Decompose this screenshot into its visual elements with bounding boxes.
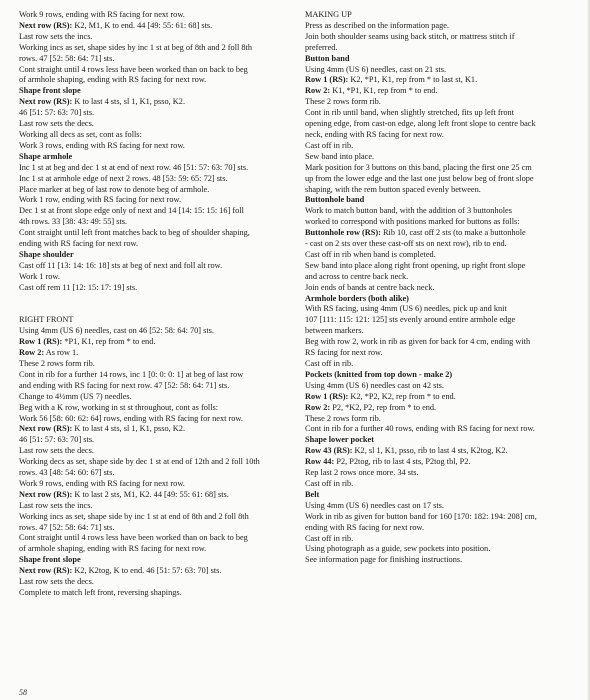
spacer bbox=[19, 294, 301, 305]
text-line bbox=[19, 392, 301, 403]
row-text: and ending with RS facing for next row. 47 [52: 58: 64: 71] sts. bbox=[19, 380, 230, 390]
text-line bbox=[305, 283, 585, 294]
text-line bbox=[305, 272, 585, 283]
text-line bbox=[19, 228, 301, 239]
row-text: P2, *K2, P2, rep from * to end. bbox=[330, 402, 437, 412]
text-line bbox=[19, 206, 301, 217]
row-text: rows. 47 [52: 58: 64: 71] sts. bbox=[19, 522, 115, 532]
row-text: RS facing for next row. bbox=[305, 348, 383, 358]
row-text: Sew band into place. bbox=[305, 151, 375, 161]
row-text: Working decs as set, shape side by dec 1 st at end of 12th and 2 foll 10th bbox=[19, 457, 260, 467]
row-text: MAKING UP bbox=[305, 10, 352, 19]
text-line bbox=[19, 337, 301, 348]
row-text: Rib 10, cast off 2 sts (to make a buttonhole bbox=[380, 228, 526, 238]
text-line bbox=[305, 228, 585, 239]
row-text: Work 9 rows, ending with RS facing for next row. bbox=[19, 10, 185, 19]
row-text: rows. 43 [48: 54: 60: 67] sts. bbox=[19, 468, 115, 478]
text-line bbox=[305, 97, 585, 108]
text-line bbox=[19, 54, 301, 65]
text-line bbox=[19, 381, 301, 392]
text-line bbox=[19, 65, 301, 76]
text-line bbox=[19, 359, 301, 370]
row-text: Work 9 rows, ending with RS facing for next row. bbox=[19, 478, 185, 488]
text-line bbox=[19, 119, 301, 130]
row-text: Working incs as set, shape sides by inc 1 st at beg of 8th and 2 foll 8th bbox=[19, 42, 252, 52]
row-text: K2, *P1, K1, rep from * to last st, K1. bbox=[348, 75, 478, 85]
row-text: Using 4mm (US 6) needles, cast on 46 [52: 58: 64: 70] sts. bbox=[19, 326, 214, 336]
row-text: Cast off in rib when band is completed. bbox=[305, 249, 436, 259]
text-line bbox=[305, 326, 585, 337]
row-label: Row 44: bbox=[305, 457, 335, 467]
text-line bbox=[305, 21, 585, 32]
text-line bbox=[19, 185, 301, 196]
row-label: Row 1 (RS): bbox=[305, 391, 349, 401]
text-line bbox=[19, 283, 301, 294]
text-line bbox=[19, 272, 301, 283]
text-line bbox=[19, 130, 301, 141]
text-line bbox=[19, 566, 301, 577]
text-line bbox=[305, 479, 585, 490]
text-line bbox=[305, 424, 585, 435]
row-text: up from the lower edge and the last one just below beg of front slope bbox=[305, 173, 534, 183]
row-text: Cast off in rib. bbox=[305, 478, 354, 488]
text-line bbox=[19, 75, 301, 86]
spacer bbox=[19, 304, 301, 315]
text-line bbox=[305, 239, 585, 250]
text-line bbox=[305, 75, 585, 86]
text-line bbox=[305, 185, 585, 196]
row-text: With RS facing, using 4mm (US 6) needles, pick up and knit bbox=[305, 304, 507, 314]
row-text: Work 1 row. bbox=[19, 271, 60, 281]
row-text: Last row sets the decs. bbox=[19, 446, 94, 456]
row-text: Join both shoulder seams using back stitch, or mattress stitch if bbox=[305, 31, 515, 41]
text-line bbox=[305, 217, 585, 228]
text-line bbox=[305, 446, 585, 457]
text-line bbox=[305, 141, 585, 152]
text-line bbox=[19, 315, 301, 326]
row-text: Cont straight until 4 rows less have been worked than on back to beg bbox=[19, 64, 248, 74]
text-line bbox=[305, 315, 585, 326]
row-text: Cont in rib for a further 14 rows, inc 1 [0: 0: 0: 1] at beg of last row bbox=[19, 369, 244, 379]
text-line bbox=[19, 32, 301, 43]
row-text: preferred. bbox=[305, 42, 338, 52]
row-text: Beg with a K row, working in st st throughout, cont as folls: bbox=[19, 402, 219, 412]
text-line bbox=[19, 21, 301, 32]
text-line bbox=[305, 512, 585, 523]
text-line bbox=[305, 392, 585, 403]
row-text: Complete to match left front, reversing shapings. bbox=[19, 588, 182, 597]
row-text: K2, M1, K to end. 44 [49: 55: 61: 68] sts. bbox=[72, 20, 213, 30]
row-text: Working all decs as set, cont as folls: bbox=[19, 129, 142, 139]
text-line bbox=[305, 130, 585, 141]
text-line bbox=[19, 239, 301, 250]
text-line bbox=[305, 43, 585, 54]
row-text: As row 1. bbox=[44, 348, 79, 358]
section-heading: Belt bbox=[305, 489, 320, 499]
row-text: Cont in rib until band, when slightly stretched, fits up left front bbox=[305, 108, 515, 118]
row-text: Inc 1 st at armhole edge of next 2 rows. 48 [53: 59: 65: 72] sts. bbox=[19, 173, 228, 183]
section-heading: Shape armhole bbox=[19, 151, 73, 161]
text-line bbox=[19, 577, 301, 588]
text-line bbox=[19, 435, 301, 446]
text-line bbox=[305, 174, 585, 185]
row-text: K2, K2tog, K to end. 46 [51: 57: 63: 70] sts. bbox=[72, 566, 222, 576]
text-line bbox=[19, 446, 301, 457]
row-text: of armhole shaping, ending with RS facing for next row. bbox=[19, 544, 207, 554]
left-column bbox=[19, 10, 301, 599]
text-line bbox=[305, 10, 585, 21]
text-line bbox=[19, 523, 301, 534]
row-text: Work to match button band, with the addition of 3 buttonholes bbox=[305, 206, 512, 216]
text-line bbox=[19, 43, 301, 54]
text-line bbox=[305, 523, 585, 534]
row-text: Work in rib as given for button band for 160 [170: 182: 194: 208] cm, bbox=[305, 511, 537, 521]
row-text: These 2 rows form rib. bbox=[305, 413, 381, 423]
row-text: 46 [51: 57: 63: 70] sts. bbox=[19, 435, 95, 445]
row-text: Cast off 11 [13: 14: 16: 18] sts at beg of next and foll alt row. bbox=[19, 260, 223, 270]
row-text: Using 4mm (US 6) needles cast on 17 sts. bbox=[305, 500, 444, 510]
text-line bbox=[305, 250, 585, 261]
row-text: Cont straight until 4 rows less have been worked than on back to beg bbox=[19, 533, 248, 543]
row-text: Inc 1 st at beg and dec 1 st at end of next row. 46 [51: 57: 63: 70] sts. bbox=[19, 162, 249, 172]
row-text: Beg with row 2, work in rib as given for back for 4 cm, ending with bbox=[305, 337, 531, 347]
row-text: Using photograph as a guide, sew pockets into position. bbox=[305, 544, 491, 554]
section-heading: Buttonhole band bbox=[305, 195, 365, 205]
row-text: 107 [111: 115: 121: 125] sts evenly around entire armhole edge bbox=[305, 315, 516, 325]
text-line bbox=[305, 381, 585, 392]
page-number: 58 bbox=[19, 688, 27, 697]
section-heading: Shape front slope bbox=[19, 86, 81, 96]
row-text: Cast off in rib. bbox=[305, 140, 354, 150]
row-text: These 2 rows form rib. bbox=[19, 358, 95, 368]
text-line bbox=[19, 544, 301, 555]
row-text: Dec 1 st at front slope edge only of next and 14 [14: 15: 15: 16] foll bbox=[19, 206, 244, 216]
row-text: Mark position for 3 buttons on this band, placing the first one 25 cm bbox=[305, 162, 532, 172]
text-line bbox=[19, 490, 301, 501]
row-text: See information page for finishing instructions. bbox=[305, 555, 463, 565]
text-line bbox=[19, 326, 301, 337]
row-text: Last row sets the decs. bbox=[19, 577, 94, 587]
text-line bbox=[305, 501, 585, 512]
row-text: K to last 2 sts, M1, K2. 44 [49: 55: 61: 68] sts. bbox=[72, 489, 229, 499]
text-line bbox=[19, 403, 301, 414]
row-label: Next row (RS): bbox=[19, 489, 73, 499]
text-line bbox=[305, 261, 585, 272]
row-text: Cont in rib for a further 40 rows, ending with RS facing for next row. bbox=[305, 424, 535, 434]
section-heading: Pockets (knitted from top down - make 2) bbox=[305, 369, 453, 379]
row-text: between markers. bbox=[305, 326, 364, 336]
row-text: Working incs as set, shape side by inc 1 st at end of 8th and 2 foll 8th bbox=[19, 511, 249, 521]
row-label: Next row (RS): bbox=[19, 97, 73, 107]
text-line bbox=[19, 195, 301, 206]
text-line bbox=[305, 86, 585, 97]
row-text: rows. 47 [52: 58: 64: 71] sts. bbox=[19, 53, 115, 63]
right-column bbox=[305, 10, 585, 566]
text-line bbox=[19, 10, 301, 21]
row-label: Row 2: bbox=[19, 348, 45, 358]
text-line bbox=[305, 414, 585, 425]
row-text: of armhole shaping, ending with RS facing for next row. bbox=[19, 75, 207, 85]
text-line bbox=[305, 32, 585, 43]
row-text: *P1, K1, rep from * to end. bbox=[62, 337, 156, 347]
text-line bbox=[305, 534, 585, 545]
text-line bbox=[305, 65, 585, 76]
row-text: - cast on 2 sts over these cast-off sts on next row), rib to end. bbox=[305, 239, 507, 249]
row-text: ending with RS facing for next row. bbox=[305, 522, 425, 532]
section-heading: Shape shoulder bbox=[19, 249, 74, 259]
text-line bbox=[305, 555, 585, 566]
row-text: K1, *P1, K1, rep from * to end. bbox=[330, 86, 438, 96]
text-line bbox=[305, 348, 585, 359]
text-line bbox=[19, 141, 301, 152]
row-text: K to last 4 sts, sl 1, K1, psso, K2. bbox=[72, 424, 186, 434]
text-line bbox=[19, 414, 301, 425]
row-label: Row 2: bbox=[305, 402, 331, 412]
text-line bbox=[19, 512, 301, 523]
text-line bbox=[19, 588, 301, 599]
row-text: worked to correspond with positions marked for buttons as folls: bbox=[305, 217, 520, 227]
row-text: 4th rows. 33 [38: 43: 49: 55] sts. bbox=[19, 217, 128, 227]
text-line bbox=[19, 424, 301, 435]
row-label: Row 1 (RS): bbox=[19, 337, 63, 347]
row-text: RIGHT FRONT bbox=[19, 315, 74, 325]
text-line bbox=[19, 261, 301, 272]
row-text: Cast off in rib. bbox=[305, 359, 354, 368]
row-text: Place marker at beg of last row to denote beg of armhole. bbox=[19, 184, 210, 194]
text-line bbox=[305, 544, 585, 555]
text-line bbox=[305, 403, 585, 414]
row-text: Using 4mm (US 6) needles, cast on 21 sts. bbox=[305, 64, 447, 74]
row-text: Work 3 rows, ending with RS facing for next row. bbox=[19, 140, 185, 150]
row-text: Join ends of bands at centre back neck. bbox=[305, 282, 435, 292]
text-line bbox=[305, 337, 585, 348]
row-text: Last row sets the incs. bbox=[19, 31, 93, 41]
text-line bbox=[305, 468, 585, 479]
text-line bbox=[305, 119, 585, 130]
text-line bbox=[19, 457, 301, 468]
section-heading: Armhole borders (both alike) bbox=[305, 293, 409, 303]
row-label: Row 2: bbox=[305, 86, 331, 96]
row-text: Work 1 row, ending with RS facing for next row. bbox=[19, 195, 182, 205]
text-line bbox=[19, 533, 301, 544]
text-line bbox=[19, 468, 301, 479]
row-label: Next row (RS): bbox=[19, 424, 73, 434]
row-text: neck, ending with RS facing for next row. bbox=[305, 129, 444, 139]
row-text: Rep last 2 rows once more. 34 sts. bbox=[305, 468, 419, 478]
row-text: Work 56 [58: 60: 62: 64] rows, ending with RS facing for next row. bbox=[19, 413, 243, 423]
row-text: Cast off in rib. bbox=[305, 533, 354, 543]
row-text: Press as described on the information page. bbox=[305, 20, 450, 30]
row-text: Sew band into place along right front opening, up right front slope bbox=[305, 260, 526, 270]
text-line bbox=[19, 348, 301, 359]
text-line bbox=[19, 108, 301, 119]
row-text: 46 [51: 57: 63: 70] sts. bbox=[19, 108, 95, 118]
section-heading: Button band bbox=[305, 53, 350, 63]
text-line bbox=[305, 304, 585, 315]
row-text: ending with RS facing for next row. bbox=[19, 239, 139, 249]
row-text: K2, *P2, K2, rep from * to end. bbox=[348, 391, 456, 401]
row-text: P2, P2tog, rib to last 4 sts, P2tog tbl, P2. bbox=[334, 457, 471, 467]
row-text: and across to centre back neck. bbox=[305, 271, 409, 281]
text-line bbox=[305, 206, 585, 217]
row-text: Last row sets the incs. bbox=[19, 500, 93, 510]
section-heading: Shape lower pocket bbox=[305, 435, 374, 445]
row-label: Buttonhole row (RS): bbox=[305, 228, 381, 238]
row-text: Change to 4½mm (US 7) needles. bbox=[19, 391, 132, 401]
row-text: These 2 rows form rib. bbox=[305, 97, 381, 107]
text-line bbox=[19, 97, 301, 108]
text-line bbox=[305, 163, 585, 174]
row-text: Cast off rem 11 [12: 15: 17: 19] sts. bbox=[19, 282, 138, 292]
text-line bbox=[305, 108, 585, 119]
text-line bbox=[305, 359, 585, 370]
row-text: Using 4mm (US 6) needles cast on 42 sts. bbox=[305, 380, 444, 390]
row-text: shaping, with the rem button spaced evenly between. bbox=[305, 184, 481, 194]
text-line bbox=[19, 370, 301, 381]
row-label: Row 43 (RS): bbox=[305, 446, 353, 456]
text-line bbox=[19, 217, 301, 228]
row-text: Last row sets the decs. bbox=[19, 119, 94, 129]
row-label: Row 1 (RS): bbox=[305, 75, 349, 85]
text-line bbox=[305, 152, 585, 163]
text-line bbox=[19, 501, 301, 512]
row-text: Cont straight until left front matches back to beg of shoulder shaping, bbox=[19, 228, 250, 238]
section-heading: Shape front slope bbox=[19, 555, 81, 565]
text-line bbox=[305, 457, 585, 468]
text-line bbox=[19, 174, 301, 185]
row-text: K to last 4 sts, sl 1, K1, psso, K2. bbox=[72, 97, 186, 107]
row-text: K2, sl 1, K1, psso, rib to last 4 sts, K2tog, K2. bbox=[352, 446, 508, 456]
text-line bbox=[19, 163, 301, 174]
row-label: Next row (RS): bbox=[19, 20, 73, 30]
row-label: Next row (RS): bbox=[19, 566, 73, 576]
row-text: opening edge, from cast-on edge, along left front slope to centre back bbox=[305, 119, 536, 129]
text-line bbox=[19, 479, 301, 490]
